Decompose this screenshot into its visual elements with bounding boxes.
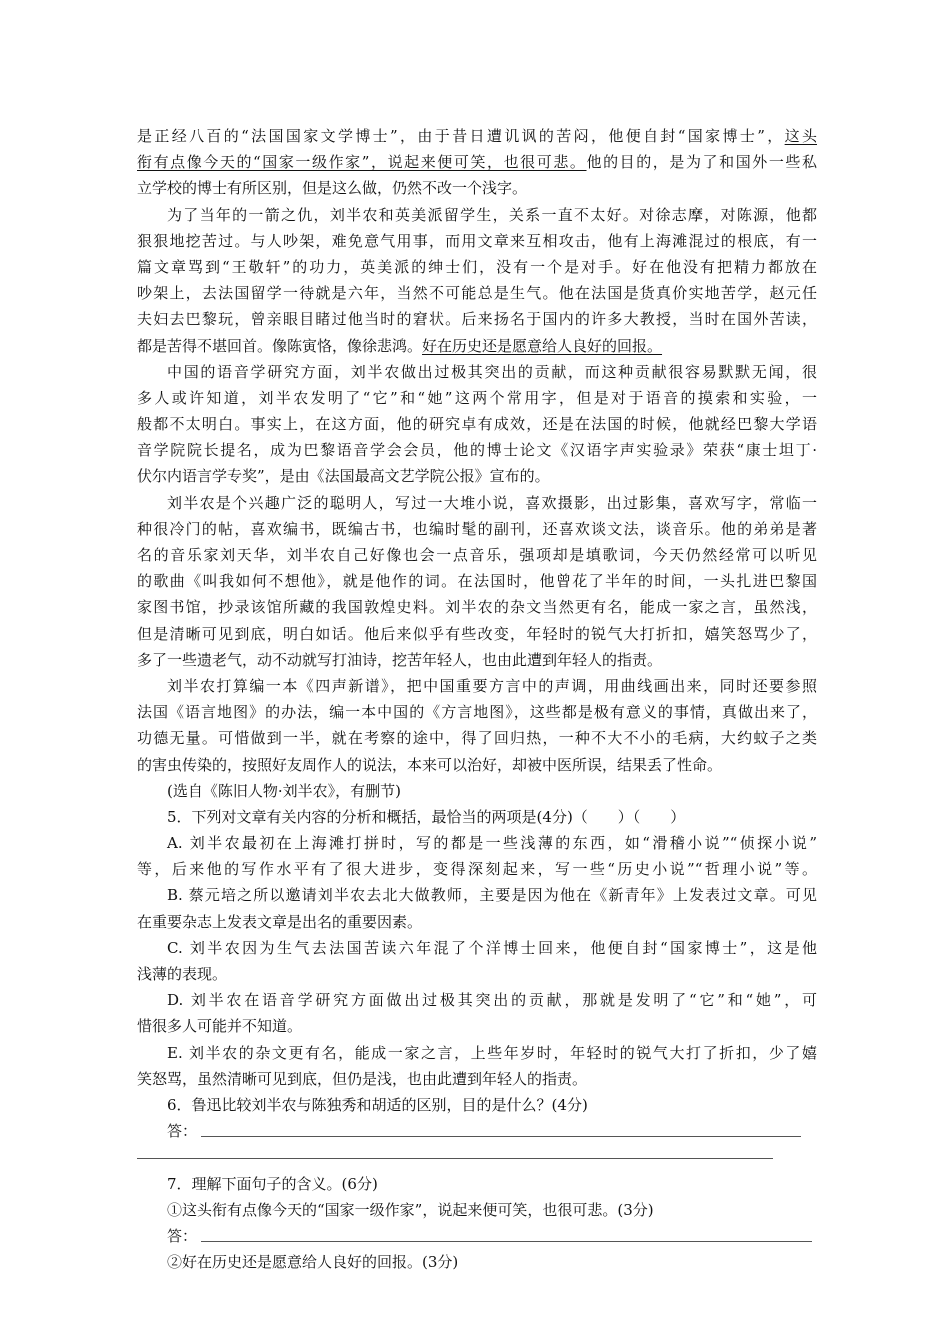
text-line [137,385,817,411]
text-line [137,123,817,149]
text-line [137,987,817,1013]
text-line [137,699,817,725]
question-7-title: 7．理解下面句子的含义。(6分) [167,1174,378,1193]
document-content [137,123,817,1275]
text-segment: 他的目的，是为了和国外一些私 [586,153,817,172]
answer-blank-line[interactable] [201,1136,801,1137]
text-line [137,359,817,385]
text-line [137,882,817,908]
text-segment: 浅薄的表现。 [137,965,228,983]
underlined-sentence: 好在历史还是愿意给人良好的回报。 [422,336,663,355]
text-segment: 刘半农打算编一本《四声新谱》，把中国重要方言中的声调，用曲线画出来，同时还要参照 [167,676,817,695]
text-line [137,254,817,280]
text-segment: 都是苦得不堪回首。像陈寅恪，像徐悲鸿。 [137,336,423,355]
text-segment: 的歌曲《叫我如何不想他》，就是他作的词。在法国时，他曾花了半年的时间，一头扎进巴黎国 [137,572,817,591]
text-line [137,333,817,359]
text-line [137,149,817,175]
text-line [137,202,817,228]
text-segment: 5．下列对文章有关内容的分析和概括，最恰当的两项是(4分)（ ）（ ） [167,807,686,826]
underlined-sentence: 衔有点像今天的“国家一级作家”，说起来便可笑，也很可悲。 [137,153,587,172]
text-segment: 夫妇去巴黎玩，曾亲眼目睹过他当时的窘状。后来扬名于国内的许多大教授，当时在国外苦读， [137,310,817,329]
text-segment: 伏尔内语言学专奖”，是由《法国最高文艺学院公报》宣布的。 [137,467,550,486]
text-line [137,752,817,778]
text-line [137,830,817,856]
text-segment: 多了一些遗老气，动不动就写打油诗，挖苦年轻人，也由此遭到年轻人的指责。 [137,650,663,669]
text-line [137,804,817,830]
text-segment: 家图书馆，抄录该馆所藏的我国敦煌史料。刘半农的杂文当然更有名，能成一家之言，虽然浅， [137,598,817,617]
answer-label: 答： [167,1226,198,1245]
text-line [137,463,817,489]
text-segment: 般都不太明白。事实上，在这方面，他的研究卓有成效，还是在法国的时候，他就经巴黎大学语 [137,415,817,434]
text-segment: C. 刘半农因为生气去法国苦读六年混了个洋博士回来，他便自封“国家博士”，这是他 [167,938,817,957]
text-segment: 吵架上，去法国留学一待就是六年，当然不可能总是生气。他在法国是货真价实地苦学，赵元任 [137,284,817,303]
text-line [137,175,817,201]
text-line [137,280,817,306]
text-segment: E. 刘半农的杂文更有名，能成一家之言，上些年岁时，年轻时的锐气大打了折扣，少了嬉 [167,1043,817,1062]
text-line [137,411,817,437]
text-line [137,306,817,332]
article-text [137,123,817,1118]
text-segment: 中国的语音学研究方面，刘半农做出过极其突出的贡献，而这种贡献很容易默默无闻，很 [167,362,817,381]
text-segment: 刘半农是个兴趣广泛的聪明人，写过一大堆小说，喜欢摄影，出过影集，喜欢写字，常临一 [167,493,817,512]
text-line [137,909,817,935]
text-line [137,673,817,699]
underlined-sentence: 这头 [784,127,817,145]
text-line [137,1092,817,1118]
text-segment: 等，后来他的写作水平有了很大进步，变得深刻起来，写一些“历史小说”“哲理小说”等。 [137,860,817,879]
answer-blank-line-2[interactable] [137,1144,817,1170]
text-segment: 种很冷门的帖，喜欢编书，既编古书，也编时髦的副刊，还喜欢谈文法，谈音乐。他的弟弟是著 [137,519,817,538]
text-segment: A. 刘半农最初在上海滩打拼时，写的都是一些浅薄的东西，如“滑稽小说”“侦探小说” [167,834,817,853]
text-segment: 篇文章骂到“王敬轩”的功力，英美派的绅士们，没有一个是对手。好在他没有把精力都放在 [137,257,817,276]
text-line [137,542,817,568]
answer-row-q6 [137,1118,817,1144]
text-segment: (选自《陈旧人物·刘半农》，有删节) [167,781,401,800]
text-segment: D. 刘半农在语音学研究方面做出过极其突出的贡献，那就是发明了“它”和“她”，可 [167,991,817,1010]
text-segment: 多人或许知道，刘半农发明了“它”和“她”这两个常用字，但是对于语音的摸索和实验，一 [137,388,817,407]
text-line [137,568,817,594]
answer-blank-line[interactable] [201,1241,812,1242]
text-line [137,621,817,647]
text-segment: 为了当年的一箭之仇，刘半农和英美派留学生，关系一直不太好。对徐志摩，对陈源，他都 [167,205,817,224]
text-line [137,778,817,804]
text-line [137,490,817,516]
question-7-sentence-2: ②好在历史还是愿意给人良好的回报。(3分) [167,1253,459,1272]
text-line [137,516,817,542]
text-line [137,1040,817,1066]
text-segment: 在重要杂志上发表文章是出名的重要因素。 [137,912,423,931]
text-line [137,437,817,463]
text-line [137,725,817,751]
text-segment: 狠狠地挖苦过。与人吵架，难免意气用事，而用文章来互相攻击，他有上海滩混过的根底，有一 [137,231,817,250]
text-segment: 是正经八百的“法国国家文学博士”，由于昔日遭讥讽的苦闷，他便自封“国家博士”， [137,127,785,145]
text-segment: 但是清晰可见到底，明白如话。他后来似乎有些改变，年轻时的锐气大打折扣，嬉笑怒骂少了， [137,624,817,643]
text-segment: 功德无量。可惜做到一半，就在考察的途中，得了回归热，一种不大不小的毛病，大约蚊子之类 [137,729,817,748]
text-line [137,228,817,254]
text-segment: 名的音乐家刘天华，刘半农自己好像也会一点音乐，强项却是填歌词，今天仍然经常可以听见 [137,546,817,564]
text-segment: 笑怒骂，虽然清晰可见到底，但仍是浅，也由此遭到年轻人的指责。 [137,1069,588,1088]
text-segment: 音学院院长提名，成为巴黎语音学会会员，他的博士论文《汉语字声实验录》荣获“康士坦丁· [137,441,817,460]
text-segment: 的害虫传染的，按照好友周作人的说法，本来可以治好，却被中医所误，结果丢了性命。 [137,755,723,774]
answer-label: 答： [167,1122,198,1141]
text-segment: 立学校的博士有所区别，但是这么做，仍然不改一个浅字。 [137,179,528,198]
text-line [137,961,817,987]
text-segment: 法国《语言地图》的办法，编一本中国的《方言地图》，这些都是极有意义的事情，真做出来了， [137,703,817,722]
text-line [137,935,817,961]
text-segment: 6．鲁迅比较刘半农与陈独秀和胡适的区别，目的是什么？(4分) [167,1095,588,1114]
text-line [137,1066,817,1092]
text-line [137,647,817,673]
text-line [137,594,817,620]
text-line [137,856,817,882]
question-7-sentence-1: ①这头衔有点像今天的“国家一级作家”，说起来便可笑，也很可悲。(3分) [167,1200,654,1219]
answer-row-q7-1 [137,1223,817,1249]
text-segment: 惜很多人可能并不知道。 [137,1017,303,1036]
text-line [137,1013,817,1039]
text-segment: B. 蔡元培之所以邀请刘半农去北大做教师，主要是因为他在《新青年》上发表过文章。可见 [167,886,817,905]
